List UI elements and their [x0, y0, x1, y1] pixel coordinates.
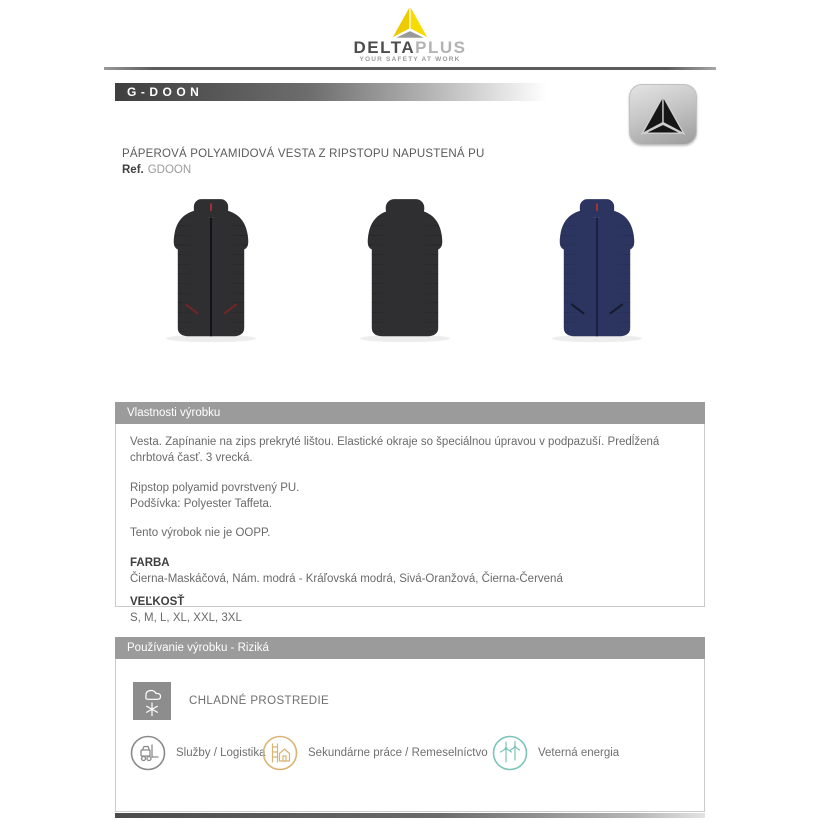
environment-label: CHLADNÉ PROSTREDIE — [189, 695, 330, 707]
delta-plus-badge — [629, 84, 697, 145]
scaffolding-icon — [262, 735, 298, 771]
section-header-properties: Vlastnosti výrobku — [115, 402, 705, 424]
environment-row — [133, 682, 329, 720]
footer-bar — [115, 813, 705, 818]
color-value: Čierna-Maskáčová, Nám. modrá - Kráľovská modrá, Sivá-Oranžová, Čierna-Červená — [130, 573, 563, 586]
header-divider-line — [104, 67, 716, 70]
delta-triangle-black-icon — [640, 95, 686, 135]
wind-turbine-icon — [492, 735, 528, 771]
material-line-2: Podšívka: Polyester Taffeta. — [130, 497, 273, 510]
brand-logo — [0, 4, 820, 63]
product-ref — [122, 164, 191, 176]
product-image-navy-front — [538, 197, 656, 347]
product-code-bar: G-DOON — [115, 83, 547, 101]
risk-label: Veterná energia — [538, 747, 620, 759]
risk-label: Služby / Logistika — [176, 747, 266, 759]
brand-tagline: YOUR SAFETY AT WORK — [359, 56, 461, 63]
material-line-1: Ripstop polyamid povrstvený PU. — [130, 481, 300, 494]
section-header-usage: Používanie výrobku - Riziká — [115, 637, 705, 659]
cold-environment-icon — [133, 682, 171, 720]
size-label: VEĽKOSŤ — [130, 596, 185, 609]
properties-box — [115, 424, 705, 624]
forklift-icon — [130, 735, 166, 771]
ref-value: GDOON — [147, 164, 192, 176]
risk-item-secondary-works — [262, 735, 488, 771]
risk-item-logistics — [130, 735, 266, 771]
product-title: PÁPEROVÁ POLYAMIDOVÁ VESTA Z RIPSTOPU NAPUSTENÁ PU — [122, 148, 485, 160]
risk-item-wind-energy — [492, 735, 619, 771]
brand-name — [0, 40, 820, 55]
delta-plus-triangle-icon — [385, 4, 435, 40]
brand-name-plus: PLUS — [415, 38, 467, 57]
product-image-black-back — [346, 197, 464, 347]
product-image-black-front — [152, 197, 270, 347]
color-label: FARBA — [130, 557, 170, 570]
risk-label: Sekundárne práce / Remeselníctvo — [308, 747, 488, 759]
size-value: S, M, L, XL, XXL, 3XL — [130, 611, 242, 624]
brand-name-delta: DELTA — [353, 38, 416, 57]
oopp-note: Tento výrobok nie je OOPP. — [130, 527, 271, 540]
property-description: Vesta. Zapínanie na zips prekryté lištou. Elastické okraje so špeciálnou úpravou v podpazuší. Predĺžená chrbtová časť. 3 vrecká. — [130, 436, 660, 464]
ref-label: Ref. — [122, 164, 144, 176]
